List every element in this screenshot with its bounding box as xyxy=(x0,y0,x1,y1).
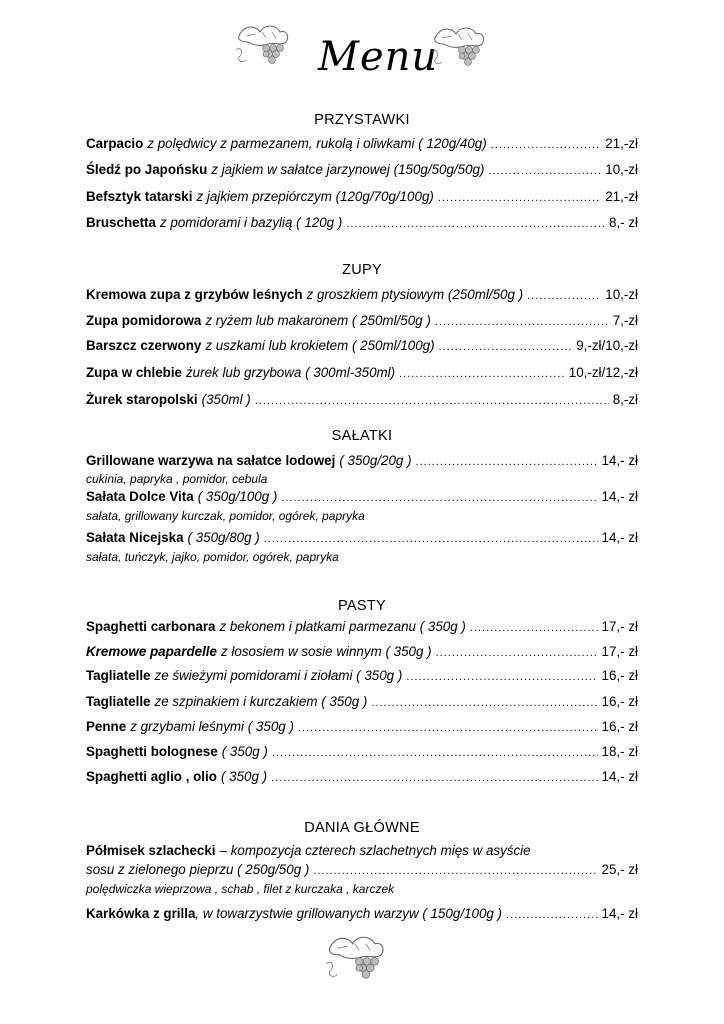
item-price: 10,-zł xyxy=(605,287,638,302)
section-title-pasty: PASTY xyxy=(338,598,386,614)
item-name: Tagliatelle xyxy=(86,668,151,683)
item-price: 14,- zł xyxy=(601,906,638,921)
item-price: 17,- zł xyxy=(601,644,638,659)
item-price: 14,- zł xyxy=(601,489,638,504)
item-description: , w towarzystwie grillowanych warzyw ( 150g/100g ) xyxy=(195,906,503,921)
item-price: 10,-zł/12,-zł xyxy=(568,365,638,380)
section-title-salatki: SAŁATKI xyxy=(331,428,393,444)
item-name: Grillowane warzywa na sałatce lodowej xyxy=(86,453,336,468)
dot-leader xyxy=(416,456,598,468)
item-name: Zupa pomidorowa xyxy=(86,313,202,328)
dot-leader xyxy=(255,395,609,407)
item-name: Zupa w chlebie xyxy=(86,365,182,380)
item-name: Sałata Nicejska xyxy=(86,530,184,545)
item-price: 16,- zł xyxy=(601,719,638,734)
dot-leader xyxy=(527,290,601,302)
dot-leader xyxy=(435,316,609,328)
item-name: Karkówka z grilla xyxy=(86,906,196,921)
section-title-dania-glowne: DANIA GŁÓWNE xyxy=(304,820,420,836)
dot-leader xyxy=(264,533,598,545)
item-description: z grzybami leśnymi ( 350g ) xyxy=(130,719,294,734)
dot-leader xyxy=(272,747,598,759)
dot-leader xyxy=(346,218,605,230)
menu-item xyxy=(86,769,638,787)
grape-ornament-bottom-icon xyxy=(322,930,390,984)
item-description: żurek lub grzybowa ( 300ml-350ml) xyxy=(185,365,396,380)
menu-item xyxy=(86,719,638,737)
section-title-przystawki: PRZYSTAWKI xyxy=(314,112,410,128)
item-description: ( 350g ) xyxy=(220,769,268,784)
item-description: ze świeżymi pomidorami i ziołami ( 350g ) xyxy=(154,668,403,683)
item-description: z łososiem w sosie winnym ( 350g ) xyxy=(220,644,432,659)
item-description-line2: sosu z zielonego pieprzu ( 250g/50g ) xyxy=(86,862,310,877)
item-price: 8,- zł xyxy=(608,215,638,230)
item-description: ze szpinakiem i kurczakiem ( 350g ) xyxy=(154,694,368,709)
item-ingredients: sałata, grillowany kurczak, pomidor, ogórek, papryka xyxy=(86,509,365,523)
item-name: Spaghetti carbonara xyxy=(86,619,216,634)
dot-leader xyxy=(438,192,601,204)
item-name: Sałata Dolce Vita xyxy=(86,489,194,504)
item-description: z ryżem lub makaronem ( 250ml/50g ) xyxy=(205,313,431,328)
item-name: Befsztyk tatarski xyxy=(86,189,193,204)
item-price: 14,- zł xyxy=(601,453,638,468)
item-description: z bekonem i płatkami parmezanu ( 350g ) xyxy=(219,619,466,634)
item-ingredients: sałata, tuńczyk, jajko, pomidor, ogórek, papryka xyxy=(86,550,339,564)
item-description: z polędwicy z parmezanem, rukolą i oliwkami ( 120g/40g) xyxy=(147,136,487,151)
item-price: 14,- zł xyxy=(601,530,638,545)
menu-item xyxy=(86,694,638,712)
item-price: 7,-zł xyxy=(612,313,638,328)
item-name: Carpacio xyxy=(86,136,144,151)
grape-ornament-left-icon xyxy=(232,20,294,68)
item-name: Penne xyxy=(86,719,127,734)
item-price: 10,-zł xyxy=(605,162,638,177)
menu-item xyxy=(86,906,638,924)
menu-item xyxy=(86,744,638,762)
item-price: 21,-zł xyxy=(605,189,638,204)
menu-item xyxy=(86,453,638,471)
item-description: z jajkiem przepiórczym (120g/70g/100g) xyxy=(196,189,434,204)
item-name: Kremowa zupa z grzybów leśnych xyxy=(86,287,303,302)
grape-ornament-right-icon xyxy=(428,22,490,70)
item-description: ( 350g/80g ) xyxy=(187,530,260,545)
menu-item xyxy=(86,136,638,154)
item-name: Bruschetta xyxy=(86,215,156,230)
item-description: z uszkami lub krokietem ( 250ml/100g) xyxy=(205,338,435,353)
item-name: Żurek staropolski xyxy=(86,392,198,407)
item-ingredients: cukinia, papryka , pomidor, cebula xyxy=(86,472,268,486)
dot-leader xyxy=(470,622,598,634)
item-price: 17,- zł xyxy=(601,619,638,634)
menu-item xyxy=(86,338,638,356)
item-price: 16,- zł xyxy=(601,694,638,709)
item-price: 16,- zł xyxy=(601,668,638,683)
dot-leader xyxy=(271,772,597,784)
item-name: Tagliatelle xyxy=(86,694,151,709)
dot-leader xyxy=(439,341,573,353)
menu-item xyxy=(86,215,638,233)
item-price: 8,-zł xyxy=(612,392,638,407)
dot-leader xyxy=(313,865,597,877)
dot-leader xyxy=(406,671,597,683)
menu-item xyxy=(86,365,638,383)
item-description: – kompozycja czterech szlachetnych mięs w asyście xyxy=(219,843,531,858)
menu-item xyxy=(86,644,638,662)
section-title-zupy: ZUPY xyxy=(342,262,382,278)
menu-item xyxy=(86,162,638,180)
menu-item xyxy=(86,189,638,207)
item-description: ( 350g/20g ) xyxy=(339,453,412,468)
menu-item xyxy=(86,489,638,507)
item-name: Śledź po Japońsku xyxy=(86,162,208,177)
dot-leader xyxy=(491,139,602,151)
dot-leader xyxy=(371,697,597,709)
item-name: Spaghetti aglio , olio xyxy=(86,769,217,784)
item-price: 9,-zł/10,-zł xyxy=(576,338,638,353)
item-ingredients: polędwiczka wieprzowa , schab , filet z kurczaka , karczek xyxy=(86,882,395,896)
item-name: Spaghetti bolognese xyxy=(86,744,218,759)
item-description: ( 350g/100g ) xyxy=(197,489,278,504)
item-price: 18,- zł xyxy=(601,744,638,759)
item-name: Barszcz czerwony xyxy=(86,338,202,353)
menu-item-continuation xyxy=(86,862,638,880)
item-price: 25,- zł xyxy=(601,862,638,877)
menu-item xyxy=(86,530,638,548)
menu-item xyxy=(86,392,638,410)
menu-item xyxy=(86,287,638,305)
item-price: 14,- zł xyxy=(601,769,638,784)
item-description: z groszkiem ptysiowym (250ml/50g ) xyxy=(306,287,524,302)
dot-leader xyxy=(399,368,565,380)
dot-leader xyxy=(436,647,598,659)
item-price: 21,-zł xyxy=(605,136,638,151)
menu-item xyxy=(86,313,638,331)
dot-leader xyxy=(281,492,597,504)
dot-leader xyxy=(488,165,601,177)
item-description: z jajkiem w sałatce jarzynowej (150g/50g/50g) xyxy=(211,162,485,177)
dot-leader xyxy=(506,909,598,921)
dot-leader xyxy=(298,722,598,734)
item-description: (350ml ) xyxy=(201,392,251,407)
menu-item xyxy=(86,619,638,637)
item-description: z pomidorami i bazylią ( 120g ) xyxy=(159,215,343,230)
menu-item xyxy=(86,843,638,861)
menu-title: Menu xyxy=(318,34,439,80)
menu-item xyxy=(86,668,638,686)
item-description: ( 350g ) xyxy=(221,744,268,759)
item-name: Kremowe papardelle xyxy=(86,644,217,659)
item-name: Półmisek szlachecki xyxy=(86,843,216,858)
